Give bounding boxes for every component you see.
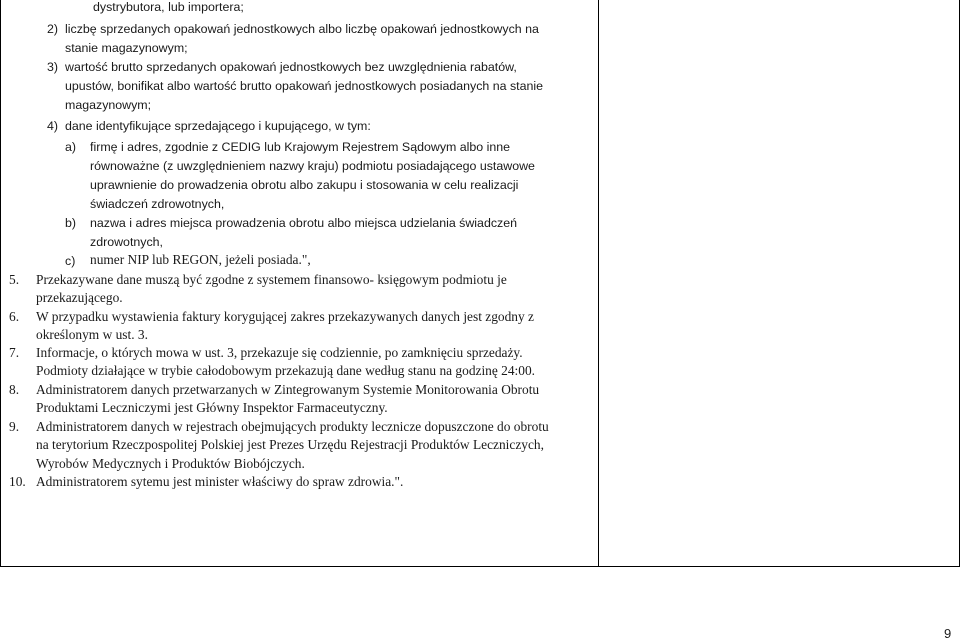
item-letter: a)	[65, 140, 77, 154]
text-line: numer NIP lub REGON, jeżeli posiada.",	[90, 252, 311, 267]
text-line: nazwa i adres miejsca prowadzenia obrotu albo miejsca udzielania świadczeń	[90, 216, 518, 230]
text-line: określonym w ust. 3.	[36, 327, 148, 342]
text-line: dane identyfikujące sprzedającego i kupującego, w tym:	[65, 119, 371, 133]
text-line: Administratorem danych w rejestrach obejmujących produkty lecznicze dopuszczone do obrotu	[36, 419, 549, 434]
item-number: 8.	[9, 382, 20, 397]
item-number: 4)	[47, 119, 59, 133]
text-line: W przypadku wystawienia faktury korygującej zakres przekazywanych danych jest zgodny z	[36, 309, 534, 324]
text-line: Administratorem danych przetwarzanych w Zintegrowanym Systemie Monitorowania Obrotu	[36, 382, 540, 397]
item-number: 6.	[9, 309, 20, 324]
text-line: Administratorem sytemu jest minister właściwy do spraw zdrowia.".	[36, 474, 404, 489]
column-divider	[598, 0, 599, 566]
text-line: świadczeń zdrowotnych,	[90, 197, 225, 211]
item-number: 2)	[47, 22, 59, 36]
text-line: liczbę sprzedanych opakowań jednostkowych albo liczbę opakowań jednostkowych na	[65, 22, 539, 36]
text-line: stanie magazynowym;	[65, 41, 188, 55]
text-line: uprawnienie do prowadzenia obrotu albo zakupu i stosowania w celu realizacji	[90, 178, 519, 192]
text-line: równoważne (z uwzględnieniem nazwy kraju) podmiotu posiadającego ustawowe	[90, 159, 535, 173]
text-line: wartość brutto sprzedanych opakowań jednostkowych bez uwzględnienia rabatów,	[65, 60, 517, 74]
text-line: Przekazywane dane muszą być zgodne z systemem finansowo- księgowym podmiotu je	[36, 272, 507, 287]
item-letter: c)	[65, 254, 76, 268]
item-number: 9.	[9, 419, 20, 434]
item-letter: b)	[65, 216, 77, 230]
page-number: 9	[944, 626, 952, 641]
text-line: Wyrobów Medycznych i Produktów Biobójczych.	[36, 456, 305, 471]
item-number: 3)	[47, 60, 59, 74]
item-number: 10.	[9, 474, 26, 489]
text-line: firmę i adres, zgodnie z CEDIG lub Krajowym Rejestrem Sądowym albo inne	[90, 140, 511, 154]
text-line: magazynowym;	[65, 98, 152, 112]
text-line: na terytorium Rzeczpospolitej Polskiej jest Prezes Urzędu Rejestracji Produktów Leczniczych,	[36, 437, 544, 452]
item-number: 5.	[9, 272, 20, 287]
text-line: Produktami Leczniczymi jest Główny Inspektor Farmaceutyczny.	[36, 400, 388, 415]
text-line: przekazującego.	[36, 290, 123, 305]
item-number: 7.	[9, 345, 20, 360]
text-line: zdrowotnych,	[90, 235, 164, 249]
text-line: dystrybutora, lub importera;	[93, 0, 244, 14]
text-line: upustów, bonifikat albo wartość brutto opakowań jednostkowych posiadanych na stanie	[65, 79, 544, 93]
text-line: Podmioty działające w trybie całodobowym przekazują dane według stanu na godzinę 24:00.	[36, 363, 536, 378]
text-line: Informacje, o których mowa w ust. 3, przekazuje się codziennie, po zamknięciu sprzedaży.	[36, 345, 523, 360]
